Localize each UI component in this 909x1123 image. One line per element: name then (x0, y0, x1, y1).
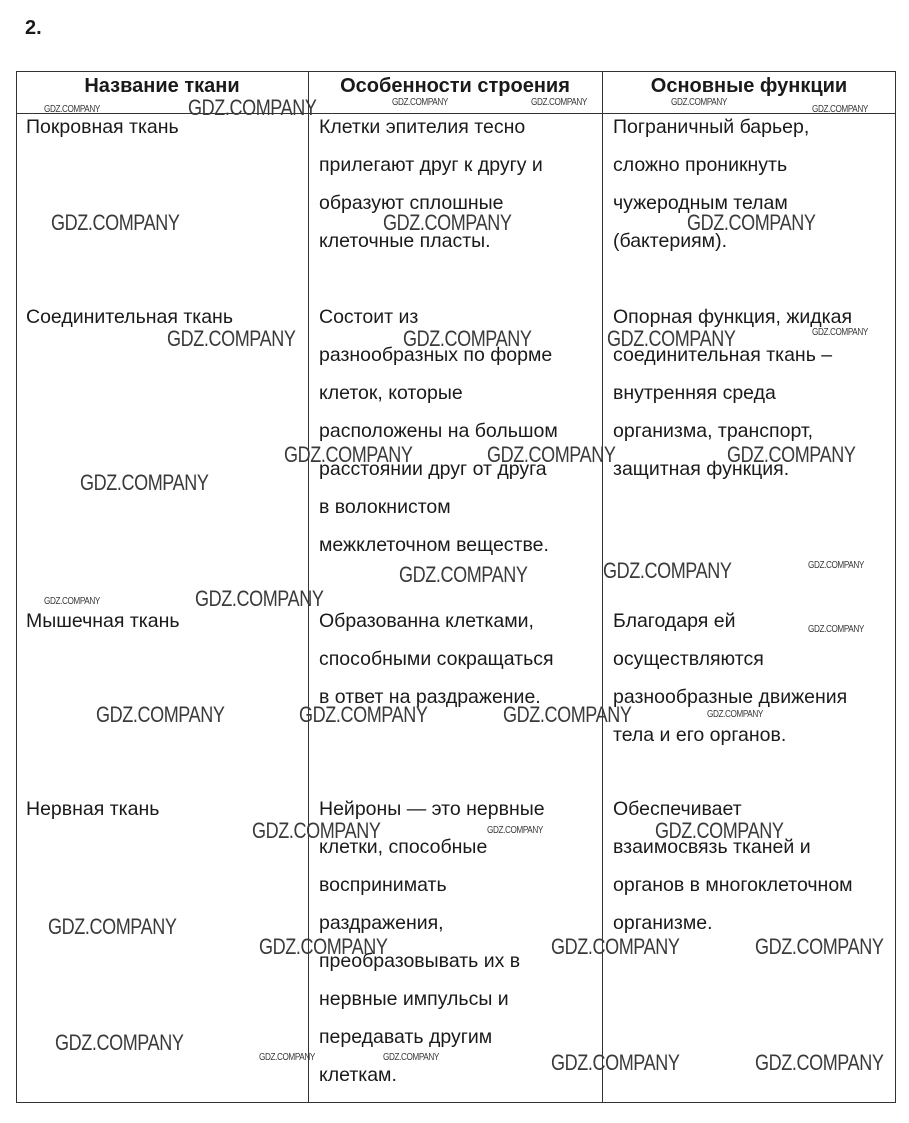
watermark: GDZ.COMPANY (403, 326, 532, 351)
watermark: GDZ.COMPANY (808, 624, 864, 635)
watermark: GDZ.COMPANY (671, 97, 727, 108)
watermark: GDZ.COMPANY (392, 97, 448, 108)
watermark: GDZ.COMPANY (607, 326, 736, 351)
watermark: GDZ.COMPANY (487, 442, 616, 467)
watermark: GDZ.COMPANY (383, 210, 512, 235)
row-1-name: Покровная ткань (26, 116, 179, 138)
row-4-structure: Нейроны — это нервные клетки, способные воспринимать раздражения, преобразовывать их в нервные импульсы и передавать другим клеткам. (319, 798, 545, 1086)
watermark: GDZ.COMPANY (80, 470, 209, 495)
watermark: GDZ.COMPANY (195, 586, 324, 611)
watermark: GDZ.COMPANY (727, 442, 856, 467)
watermark: GDZ.COMPANY (808, 560, 864, 571)
row-2-functions: Опорная функция, жидкая соединительная ткань – внутренняя среда организма, транспорт, защитная функция. (613, 306, 853, 480)
header-functions: Основные функции (650, 75, 848, 97)
watermark: GDZ.COMPANY (655, 818, 784, 843)
watermark: GDZ.COMPANY (188, 95, 317, 120)
watermark: GDZ.COMPANY (259, 934, 388, 959)
row-1-functions: Пограничный барьер, сложно проникнуть чужеродным телам (бактериям). (613, 116, 810, 252)
watermark: GDZ.COMPANY (812, 327, 868, 338)
watermark: GDZ.COMPANY (531, 97, 587, 108)
watermark: GDZ.COMPANY (399, 562, 528, 587)
watermark: GDZ.COMPANY (812, 104, 868, 115)
watermark: GDZ.COMPANY (259, 1052, 315, 1063)
watermark: GDZ.COMPANY (603, 558, 732, 583)
watermark: GDZ.COMPANY (44, 104, 100, 115)
row-3-structure: Образованна клетками, способными сокращаться в ответ на раздражение. (319, 610, 554, 708)
header-name: Название ткани (84, 75, 240, 97)
watermark: GDZ.COMPANY (284, 442, 413, 467)
task-number: 2. (25, 17, 42, 39)
watermark: GDZ.COMPANY (48, 914, 177, 939)
row-4-functions: Обеспечивает взаимосвязь тканей и органов в многоклеточном организме. (613, 798, 853, 934)
table-border-left (16, 72, 17, 1102)
row-4-name: Нервная ткань (26, 798, 160, 820)
table-border-right (895, 72, 896, 1102)
watermark: GDZ.COMPANY (167, 326, 296, 351)
row-2-structure: Состоит из разнообразных по форме клеток, которые расположены на большом расстоянии друг от друга в волокнистом межклеточном веществе. (319, 306, 558, 556)
watermark: GDZ.COMPANY (299, 702, 428, 727)
watermark: GDZ.COMPANY (51, 210, 180, 235)
watermark: GDZ.COMPANY (755, 934, 884, 959)
row-3-functions: Благодаря ей осуществляются разнообразные движения тела и его органов. (613, 610, 848, 746)
watermark: GDZ.COMPANY (383, 1052, 439, 1063)
watermark: GDZ.COMPANY (551, 934, 680, 959)
watermark: GDZ.COMPANY (503, 702, 632, 727)
row-1-structure: Клетки эпителия тесно прилегают друг к другу и образуют сплошные клеточные пласты. (319, 116, 543, 252)
watermark: GDZ.COMPANY (96, 702, 225, 727)
watermark: GDZ.COMPANY (687, 210, 816, 235)
row-2-name: Соединительная ткань (26, 306, 233, 328)
watermark: GDZ.COMPANY (755, 1050, 884, 1075)
row-3-name: Мышечная ткань (26, 610, 180, 632)
watermark: GDZ.COMPANY (707, 709, 763, 720)
watermark: GDZ.COMPANY (252, 818, 381, 843)
header-structure: Особенности строения (340, 75, 570, 97)
watermark: GDZ.COMPANY (551, 1050, 680, 1075)
watermark: GDZ.COMPANY (55, 1030, 184, 1055)
watermark: GDZ.COMPANY (487, 825, 543, 836)
watermark: GDZ.COMPANY (44, 596, 100, 607)
